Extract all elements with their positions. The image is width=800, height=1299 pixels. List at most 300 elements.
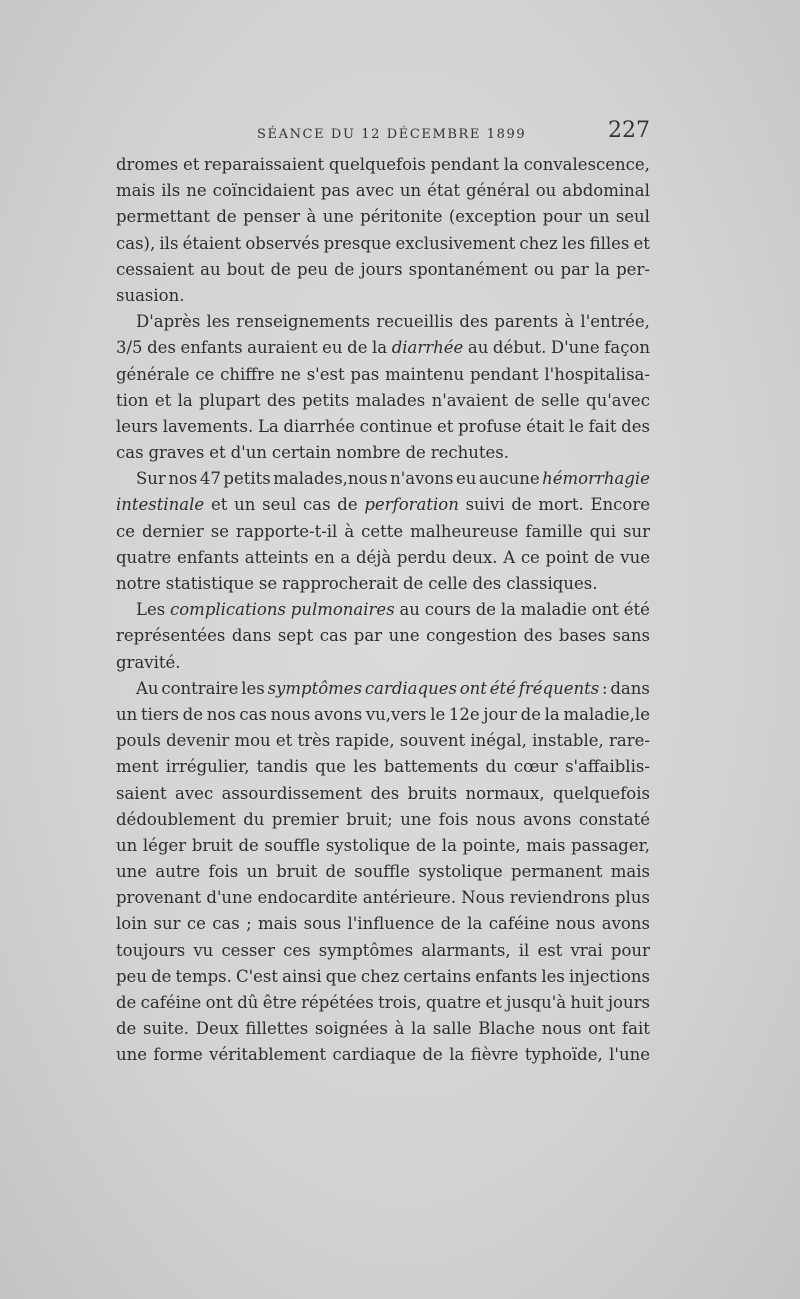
text-line	[116, 938, 650, 964]
text-line	[116, 231, 650, 257]
word: étaient	[182, 233, 242, 253]
word: ainsi	[282, 966, 322, 986]
word: la	[177, 390, 193, 410]
word: bruit	[191, 835, 233, 855]
word: La	[257, 416, 279, 436]
word: vrai	[570, 940, 603, 960]
word: plupart	[199, 390, 261, 410]
text-line	[116, 571, 650, 597]
word: caféine	[488, 914, 550, 934]
word: autre	[155, 862, 201, 882]
word: cours	[424, 600, 471, 620]
word: un	[588, 207, 610, 227]
word: assourdissement	[221, 783, 363, 803]
text-line	[116, 440, 650, 466]
word: nous	[541, 1019, 582, 1039]
word: eu	[322, 338, 343, 358]
word: caféine	[140, 993, 202, 1012]
text-line	[116, 204, 650, 230]
word: vu	[193, 940, 214, 960]
word: de	[440, 914, 461, 934]
word: quatre	[116, 547, 172, 567]
word: typhoïde,	[524, 1045, 603, 1065]
word: malheureuse	[410, 521, 519, 541]
word: irrégulier,	[165, 757, 250, 777]
word: au	[467, 338, 489, 358]
word: perdu	[396, 547, 447, 567]
word: filles	[589, 233, 630, 253]
word: et	[182, 155, 200, 174]
word: de	[151, 966, 172, 986]
word: chez	[360, 966, 400, 986]
word: qu'avec	[586, 390, 650, 410]
word: ment	[116, 757, 159, 777]
word: ont	[459, 678, 487, 698]
word: une	[400, 809, 432, 829]
word: ont	[205, 993, 233, 1012]
word: rechutes.	[430, 443, 509, 463]
word: pointe,	[462, 835, 521, 855]
word: ne	[186, 181, 207, 201]
word: sur	[153, 914, 181, 934]
word: rapide,	[335, 731, 395, 751]
word: cœur	[513, 757, 558, 777]
word: se	[258, 574, 278, 593]
word: parents	[494, 312, 559, 332]
word: cas	[116, 443, 144, 463]
text-line	[116, 519, 650, 545]
word: été	[623, 600, 650, 620]
word: général	[466, 181, 530, 201]
word: D'une	[550, 338, 600, 358]
word: quelquefois	[553, 783, 650, 803]
word: s'est	[306, 364, 345, 384]
word: de	[415, 835, 437, 855]
word: fièvre	[470, 1045, 519, 1065]
word: penser	[243, 207, 301, 227]
word: provenant	[116, 888, 202, 908]
word: certain	[271, 443, 332, 463]
word: nous	[555, 914, 596, 934]
word: par	[353, 626, 383, 646]
word: ce	[520, 547, 540, 567]
word: mou	[234, 731, 271, 751]
word: début.	[492, 338, 547, 358]
word: certains	[403, 966, 472, 986]
word: soignées	[314, 1019, 388, 1039]
word: symptômes	[318, 940, 414, 960]
word: l'une	[609, 1045, 650, 1065]
word: per-	[616, 259, 650, 279]
word: forme	[153, 1045, 203, 1065]
word: et	[437, 416, 454, 436]
word: qui	[589, 521, 617, 541]
word: les	[353, 757, 377, 777]
text-line	[116, 623, 650, 649]
word: à	[306, 207, 317, 227]
word: de	[347, 338, 368, 358]
word: quelquefois	[328, 155, 426, 174]
word: enfants	[180, 338, 243, 358]
word: des	[459, 312, 489, 332]
word: petits	[223, 469, 271, 489]
word: normaux,	[465, 783, 545, 803]
word: alarmants,	[421, 940, 511, 960]
word: graves	[148, 443, 205, 463]
word: la	[544, 704, 560, 724]
word: pas	[320, 181, 350, 201]
text-line	[116, 859, 650, 885]
word: avec	[355, 181, 394, 201]
word: ce	[186, 914, 206, 934]
word: Nous	[461, 888, 505, 908]
word: que	[325, 966, 357, 986]
word: véritablement	[209, 1045, 327, 1065]
word: hémorrhagie	[542, 469, 650, 489]
word: bruits	[407, 783, 458, 803]
word: pulmonaires	[290, 600, 395, 620]
word: et	[209, 443, 226, 463]
word: l'hospitalisa-	[544, 364, 650, 384]
word: des	[523, 626, 553, 646]
word: et	[485, 993, 502, 1012]
word: celle	[428, 574, 468, 593]
word: devenir	[166, 731, 230, 751]
word: avons	[601, 914, 650, 934]
word: péritonite	[360, 207, 443, 227]
word: dans	[610, 678, 650, 698]
word: ils	[159, 233, 179, 253]
word: chiffre	[220, 364, 275, 384]
word: bases	[558, 626, 607, 646]
word: ne	[280, 364, 301, 384]
word: tiers	[140, 704, 179, 724]
word: continue	[359, 416, 433, 436]
word: toujours	[116, 940, 186, 960]
text-line	[116, 650, 650, 676]
word: l'entrée,	[580, 312, 650, 332]
word: mais	[116, 181, 156, 201]
word: ou	[533, 259, 555, 279]
word: ils	[161, 181, 181, 201]
word: rapporte-t-il	[235, 521, 338, 541]
word: diarrhée	[391, 338, 464, 358]
word: le	[568, 416, 584, 436]
word: point	[545, 547, 589, 567]
word: fois	[438, 809, 469, 829]
word: A	[503, 547, 516, 567]
word: de	[511, 495, 532, 515]
word: seul	[615, 207, 650, 227]
word: loin	[116, 914, 148, 934]
word: (exception	[448, 207, 537, 227]
word: tion	[116, 390, 149, 410]
word: malades	[355, 390, 426, 410]
word: malades,nous	[273, 469, 388, 489]
word: sept	[277, 626, 314, 646]
word: vue	[620, 547, 650, 567]
word: les	[541, 966, 565, 986]
word: D'après	[136, 312, 201, 332]
word: souvent	[399, 731, 466, 751]
word: est	[537, 940, 563, 960]
word: presque	[323, 233, 392, 253]
word: fait	[588, 416, 617, 436]
word: les	[241, 678, 265, 698]
word: :	[602, 678, 608, 698]
word: d'un	[230, 443, 267, 463]
word: les	[561, 233, 586, 253]
word: atteints	[244, 547, 309, 567]
word: battements	[383, 757, 479, 777]
word: coïncidaient	[212, 181, 315, 201]
text-line	[116, 597, 650, 623]
word: cette	[361, 521, 404, 541]
word: cardiaque	[332, 1045, 417, 1065]
text-line	[116, 178, 650, 204]
word: un	[234, 495, 256, 515]
word: ou	[535, 181, 557, 201]
word: systolique	[325, 835, 411, 855]
word: la	[500, 600, 516, 620]
word: la	[594, 259, 611, 279]
page-number: 227	[608, 118, 650, 143]
word: les	[206, 312, 231, 332]
word: état	[427, 181, 461, 201]
word: de	[216, 207, 237, 227]
word: et	[154, 390, 172, 410]
word: perforation	[364, 495, 459, 515]
word: notre	[116, 574, 161, 593]
text-line	[116, 545, 650, 571]
word: à	[394, 1019, 405, 1039]
text-line	[116, 754, 650, 780]
word: trois,	[378, 993, 422, 1012]
word: injections	[569, 966, 650, 986]
word: constaté	[578, 809, 650, 829]
word: enfants	[475, 966, 538, 986]
word: des	[370, 783, 400, 803]
word: temps.	[175, 966, 232, 986]
text-line	[116, 283, 650, 309]
word: intestinale	[116, 495, 205, 515]
word: de	[594, 547, 615, 567]
word: tandis	[256, 757, 308, 777]
word: peu	[297, 259, 328, 279]
word: de	[270, 259, 291, 279]
word: de	[116, 993, 137, 1012]
word: ce	[116, 521, 136, 541]
word: quatre	[425, 993, 482, 1012]
word: la	[372, 338, 388, 358]
word: de	[325, 862, 346, 882]
word: statistique	[165, 574, 254, 593]
text-line	[116, 309, 650, 335]
word: nos	[206, 704, 236, 724]
word: de	[475, 600, 497, 620]
word: pour	[610, 940, 650, 960]
word: reviendrons	[509, 888, 610, 908]
word: deux.	[452, 547, 498, 567]
word: représentées	[116, 626, 226, 646]
page-header	[115, 118, 650, 148]
word: 12e	[448, 704, 480, 724]
word: par	[560, 259, 589, 279]
word: que	[315, 757, 347, 777]
word: s'affaiblis-	[565, 757, 650, 777]
word: Les	[136, 600, 166, 620]
word: peu	[116, 966, 147, 986]
word: maladie	[520, 600, 587, 620]
word: reparaissaient	[204, 155, 325, 174]
word: fillettes	[245, 1019, 309, 1039]
word: ont	[588, 1019, 616, 1039]
word: eu	[455, 469, 477, 489]
word: de	[514, 390, 535, 410]
word: leurs	[116, 416, 159, 436]
word: maladie,le	[563, 704, 650, 724]
word: nous	[270, 704, 311, 724]
word: dédoublement	[116, 809, 236, 829]
word: était	[526, 416, 565, 436]
text-line	[116, 990, 650, 1016]
word: à	[344, 521, 355, 541]
text-line	[116, 833, 650, 859]
word: déjà	[355, 547, 392, 567]
word: avons	[313, 704, 363, 724]
word: pour	[542, 207, 582, 227]
word: souffle	[264, 835, 321, 855]
word: auraient	[247, 338, 318, 358]
word: salle	[432, 1019, 472, 1039]
word: Blache	[478, 1019, 536, 1039]
text-line	[116, 702, 650, 728]
word: instable,	[532, 731, 604, 751]
word: contraire	[161, 678, 239, 698]
word: renseignements	[236, 312, 371, 332]
word: souffle	[354, 862, 411, 882]
word: saient	[116, 783, 167, 803]
word: du	[485, 757, 507, 777]
word: au	[200, 259, 221, 279]
word: nos	[168, 469, 198, 489]
word: plus	[614, 888, 650, 908]
word: léger	[142, 835, 187, 855]
word: aucune	[478, 469, 540, 489]
word: exclusivement	[395, 233, 516, 253]
word: recueillis	[376, 312, 454, 332]
word: Au	[136, 678, 159, 698]
text-line	[116, 466, 650, 492]
text-line	[116, 807, 650, 833]
word: de	[116, 1019, 137, 1039]
word: de	[182, 704, 203, 724]
word: seul	[262, 495, 297, 515]
word: la	[411, 1019, 427, 1039]
word: antérieure.	[362, 888, 457, 908]
word: jour	[483, 704, 517, 724]
word: bruit;	[346, 809, 393, 829]
word: une	[116, 1045, 148, 1065]
word: C'est	[236, 966, 279, 986]
word: maintenu	[385, 364, 465, 384]
body-text	[116, 152, 650, 1069]
word: n'avaient	[431, 390, 509, 410]
word: du	[243, 809, 265, 829]
word: au	[399, 600, 420, 620]
word: de	[334, 259, 355, 279]
text-line	[116, 1016, 650, 1042]
word: complications	[170, 600, 286, 620]
word: bruit	[276, 862, 318, 882]
word: et	[633, 233, 650, 253]
word: fois	[208, 862, 239, 882]
word: de	[402, 574, 424, 593]
text-line	[116, 964, 650, 990]
word: la	[441, 835, 457, 855]
word: vu,vers	[365, 704, 427, 724]
text-line	[116, 728, 650, 754]
word: le	[430, 704, 446, 724]
word: cas	[303, 495, 331, 515]
word: rare-	[608, 731, 650, 751]
text-line	[116, 362, 650, 388]
word: dernier	[141, 521, 204, 541]
word: des	[147, 338, 176, 358]
text-line	[116, 414, 650, 440]
word: n'avons	[390, 469, 454, 489]
word: générale	[116, 364, 190, 384]
word: profuse	[458, 416, 522, 436]
word: inégal,	[470, 731, 527, 751]
word: chez	[519, 233, 558, 253]
word: sans	[612, 626, 650, 646]
word: jours	[607, 993, 650, 1012]
word: une	[322, 207, 354, 227]
word: mort.	[538, 495, 584, 515]
word: sur	[623, 521, 650, 541]
word: de	[422, 1045, 443, 1065]
word: petits	[302, 390, 350, 410]
word: la	[467, 914, 483, 934]
word: observés	[245, 233, 320, 253]
word: l'influence	[347, 914, 435, 934]
word: Encore	[590, 495, 650, 515]
word: ;	[246, 914, 252, 934]
word: congestion	[426, 626, 518, 646]
word: permettant	[116, 207, 210, 227]
word: 3/5	[116, 338, 143, 358]
word: fait	[622, 1019, 650, 1039]
word: des	[621, 416, 650, 436]
word: la	[449, 1045, 465, 1065]
word: symptômes	[267, 678, 363, 698]
word: cessaient	[116, 259, 195, 279]
word: Sur	[136, 469, 166, 489]
word: mais	[526, 835, 566, 855]
word: premier	[271, 809, 339, 829]
word: cas	[239, 704, 267, 724]
word: de	[520, 704, 541, 724]
word: avons	[523, 809, 572, 829]
word: nous	[476, 809, 516, 829]
text-line	[116, 885, 650, 911]
word: pouls	[116, 731, 161, 751]
word: la	[503, 155, 519, 174]
running-head: SÉANCE DU 12 DÉCEMBRE 1899	[257, 127, 527, 142]
word: pendant	[469, 364, 539, 384]
word: cardiaques	[364, 678, 457, 698]
